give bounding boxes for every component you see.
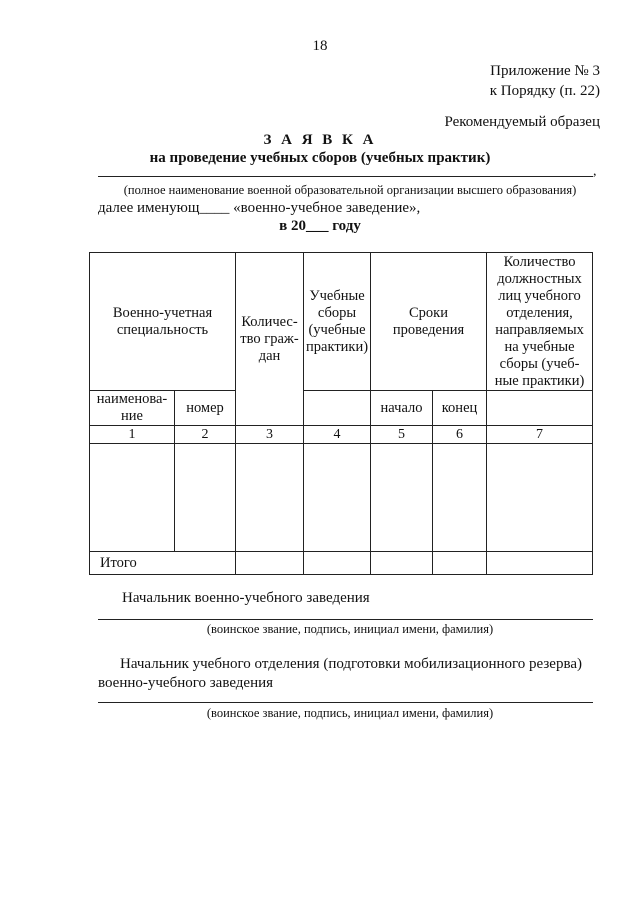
column-number: 5: [371, 426, 433, 444]
column-number: 6: [433, 426, 487, 444]
table-cell: [304, 444, 371, 552]
table-header-row: [90, 253, 593, 391]
table-total-row: [90, 552, 593, 575]
table-subheader-row: [90, 391, 593, 426]
subheader-start: начало: [371, 391, 433, 426]
appendix-reference: [490, 61, 600, 101]
table-cell: [236, 552, 304, 575]
signature-head-of-department: [98, 655, 600, 693]
total-label: Итого: [90, 552, 236, 575]
appendix-line-2: к Порядку (п. 22): [489, 83, 600, 99]
table-row: [90, 444, 593, 552]
signature-line-2: [98, 702, 593, 703]
table-cell: [304, 552, 371, 575]
named-as-line: далее именующ____ «военно-учебное заведение»,: [98, 200, 421, 216]
org-name-line: [98, 176, 593, 177]
column-number: 7: [487, 426, 593, 444]
sample-label: Рекомендуемый образец: [444, 114, 600, 130]
header-specialty: Военно-учетная специальность: [90, 253, 236, 391]
header-period: Сроки проведения: [371, 253, 487, 391]
page-number: 18: [312, 38, 328, 54]
org-name-comma: ,: [593, 164, 597, 179]
column-number: 1: [90, 426, 175, 444]
header-officials: Количество должностных лиц учебного отделения, направляемых на учебные сборы (учеб-ные практики): [487, 253, 593, 391]
subheader-end: конец: [433, 391, 487, 426]
header-citizens-count: Количес-тво граж-дан: [236, 253, 304, 426]
request-table: [89, 252, 593, 575]
signature-department-line-1: Начальник учебного отделения (подготовки мобилизационного резерва): [120, 656, 582, 672]
signature-caption-1: (воинское звание, подпись, инициал имени, фамилия): [206, 622, 494, 636]
table-cell: [433, 444, 487, 552]
subheader-trainings-empty: [304, 391, 371, 426]
table-cell: [371, 444, 433, 552]
signature-head-of-school: Начальник военно-учебного заведения: [122, 590, 370, 606]
table-cell: [433, 552, 487, 575]
table-cell: [487, 444, 593, 552]
document-subtitle: на проведение учебных сборов (учебных практик): [149, 150, 491, 166]
org-name-hint: (полное наименование военной образовательной организации высшего образования): [123, 183, 577, 197]
column-number-row: [90, 426, 593, 444]
header-trainings: Учебные сборы (учебные практики): [304, 253, 371, 391]
signature-caption-2: (воинское звание, подпись, инициал имени, фамилия): [206, 706, 494, 720]
column-number: 2: [175, 426, 236, 444]
column-number: 4: [304, 426, 371, 444]
subheader-name: наименова-ние: [90, 391, 175, 426]
signature-line-1: [98, 619, 593, 620]
table-cell: [175, 444, 236, 552]
column-number: 3: [236, 426, 304, 444]
appendix-line-1: Приложение № 3: [490, 63, 600, 79]
year-line: в 20___ году: [279, 218, 361, 234]
table-cell: [371, 552, 433, 575]
subheader-officials-empty: [487, 391, 593, 426]
signature-department-line-2: военно-учебного заведения: [98, 675, 274, 691]
subheader-number: номер: [175, 391, 236, 426]
table-cell: [487, 552, 593, 575]
document-title: З А Я В К А: [263, 132, 377, 148]
table-cell: [236, 444, 304, 552]
table-cell: [90, 444, 175, 552]
